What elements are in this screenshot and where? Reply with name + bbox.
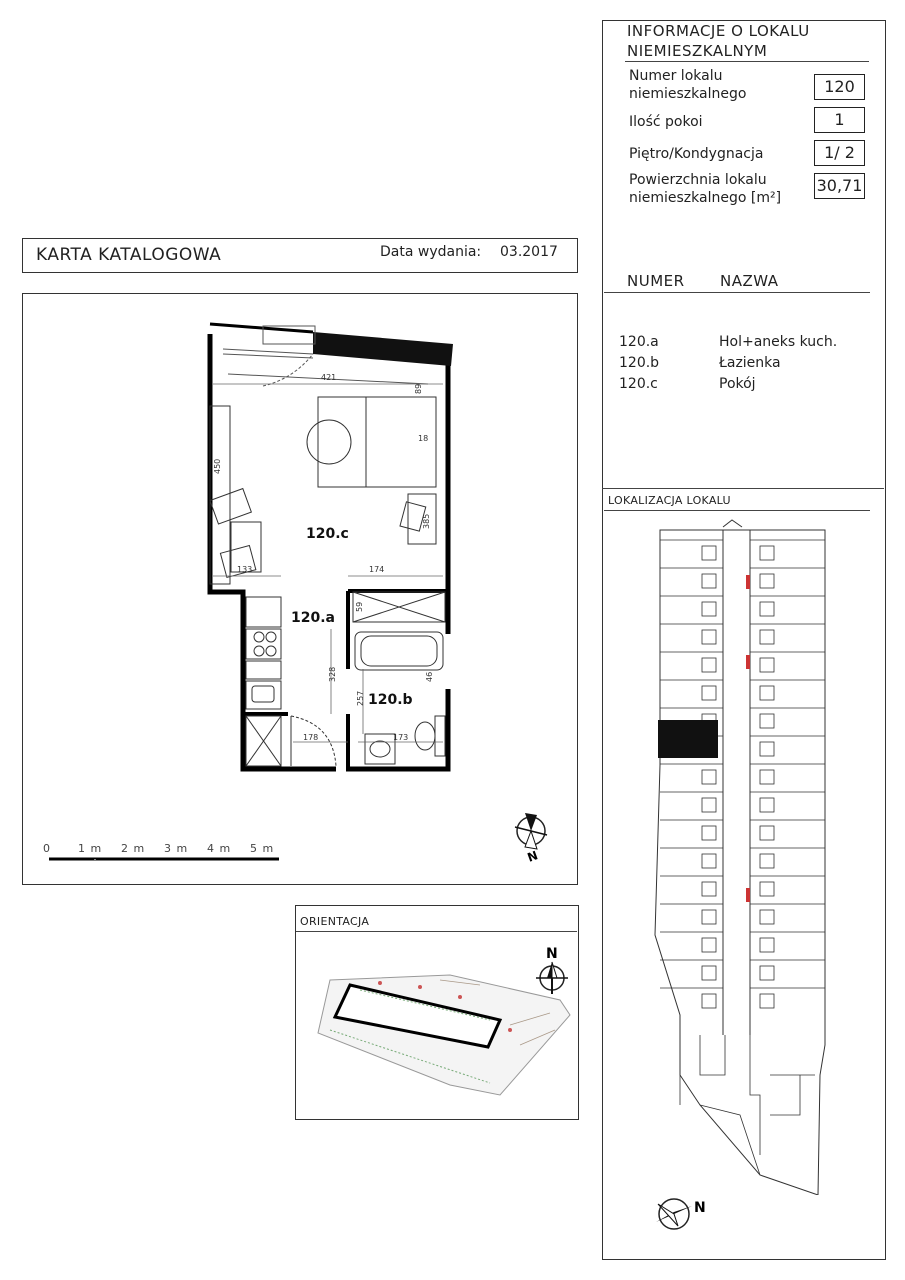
unit-bathroom xyxy=(760,882,774,896)
dim-label: 385 xyxy=(422,513,431,529)
dim-label: 173 xyxy=(393,733,409,742)
scale-label: 2 m xyxy=(121,842,146,855)
unit-bathroom xyxy=(760,938,774,952)
label-numer-lokalu-2: niemieszkalnego xyxy=(629,86,747,102)
unit-bathroom xyxy=(702,546,716,560)
unit-bathroom xyxy=(702,994,716,1008)
label-powierzchnia: Powierzchnia lokalu xyxy=(629,172,767,188)
label-powierzchnia-2: niemieszkalnego [m²] xyxy=(629,190,782,206)
plan-north-label: N xyxy=(525,848,540,865)
unit-bathroom xyxy=(760,574,774,588)
floor-plan xyxy=(23,294,576,882)
dim-label: 46 xyxy=(425,671,434,682)
divider xyxy=(625,61,869,62)
location-title: LOKALIZACJA LOKALU xyxy=(608,494,731,507)
scale-label: 0 xyxy=(43,842,51,855)
unit-bathroom xyxy=(702,686,716,700)
dim-label: 257 xyxy=(356,690,365,706)
unit-bathroom xyxy=(760,854,774,868)
room-label-c: 120.c xyxy=(306,526,349,542)
unit-bathroom xyxy=(702,574,716,588)
orientation-north-arrow-icon xyxy=(536,946,568,994)
info-title-line2: NIEMIESZKALNYM xyxy=(627,42,768,60)
unit-bathroom xyxy=(702,798,716,812)
value-ilosc-pokoi: 1 xyxy=(814,107,865,133)
unit-bathroom xyxy=(760,770,774,784)
unit-bathroom xyxy=(702,882,716,896)
location-north-label: N xyxy=(694,1200,706,1216)
location-building-plan xyxy=(640,515,840,1195)
room-name-a: Hol+aneks kuch. xyxy=(719,334,838,350)
unit-bathroom xyxy=(760,798,774,812)
orientation-site-plan xyxy=(300,935,576,1113)
dim-label: 174 xyxy=(369,565,385,574)
label-numer-lokalu: Numer lokalu xyxy=(629,68,723,84)
dim-label: 133 xyxy=(237,565,253,574)
unit-bathroom xyxy=(702,826,716,840)
label-pietro: Piętro/Kondygnacja xyxy=(629,146,764,162)
scale-label: 5 m xyxy=(250,842,275,855)
unit-bathroom xyxy=(760,602,774,616)
plan-north-arrow-icon xyxy=(515,813,547,865)
card-date-label: Data wydania: xyxy=(380,244,482,260)
divider xyxy=(602,488,884,489)
room-name-b: Łazienka xyxy=(719,355,781,371)
unit-bathroom xyxy=(702,854,716,868)
highlighted-unit xyxy=(658,720,718,758)
card-date-value: 03.2017 xyxy=(500,244,558,260)
unit-bathroom xyxy=(760,966,774,980)
scale-label: 4 m xyxy=(207,842,232,855)
room-label-b: 120.b xyxy=(368,692,413,708)
divider xyxy=(604,510,870,511)
unit-bathroom xyxy=(760,910,774,924)
unit-bathroom xyxy=(702,966,716,980)
dim-label: 450 xyxy=(213,458,222,474)
dim-label: 59 xyxy=(355,601,364,612)
unit-bathroom xyxy=(760,826,774,840)
unit-bathroom xyxy=(760,714,774,728)
orientation-title: ORIENTACJA xyxy=(300,915,370,928)
dim-label: 328 xyxy=(328,666,337,682)
divider xyxy=(604,292,870,293)
header-numer: NUMER xyxy=(627,272,685,290)
dim-label: 421 xyxy=(321,373,337,382)
room-name-c: Pokój xyxy=(719,376,756,392)
unit-bathroom xyxy=(760,546,774,560)
value-numer-lokalu: 120 xyxy=(814,74,865,100)
room-num-b: 120.b xyxy=(619,355,660,371)
unit-bathroom xyxy=(760,742,774,756)
dim-label: 18 xyxy=(418,434,429,443)
header-nazwa: NAZWA xyxy=(720,272,779,290)
unit-bathroom xyxy=(760,630,774,644)
scale-label: 3 m xyxy=(164,842,189,855)
unit-bathroom xyxy=(702,770,716,784)
unit-bathroom xyxy=(702,938,716,952)
value-pietro: 1/ 2 xyxy=(814,140,865,166)
room-label-a: 120.a xyxy=(291,610,335,626)
card-title: KARTA KATALOGOWA xyxy=(36,245,222,265)
room-num-a: 120.a xyxy=(619,334,659,350)
location-north-arrow-icon xyxy=(648,1192,712,1236)
unit-bathroom xyxy=(702,658,716,672)
room-num-c: 120.c xyxy=(619,376,658,392)
dim-label: 89 xyxy=(414,383,423,394)
scale-label: 1 m xyxy=(78,842,103,855)
orientation-north-label: N xyxy=(546,946,558,962)
divider xyxy=(296,931,577,932)
unit-bathroom xyxy=(702,910,716,924)
info-title-line1: INFORMACJE O LOKALU xyxy=(627,22,810,40)
value-powierzchnia: 30,71 xyxy=(814,173,865,199)
unit-bathroom xyxy=(760,994,774,1008)
unit-bathroom xyxy=(760,686,774,700)
unit-bathroom xyxy=(702,630,716,644)
unit-bathroom xyxy=(760,658,774,672)
unit-bathroom xyxy=(702,602,716,616)
dim-label: 178 xyxy=(303,733,319,742)
label-ilosc-pokoi: Ilość pokoi xyxy=(629,114,703,130)
